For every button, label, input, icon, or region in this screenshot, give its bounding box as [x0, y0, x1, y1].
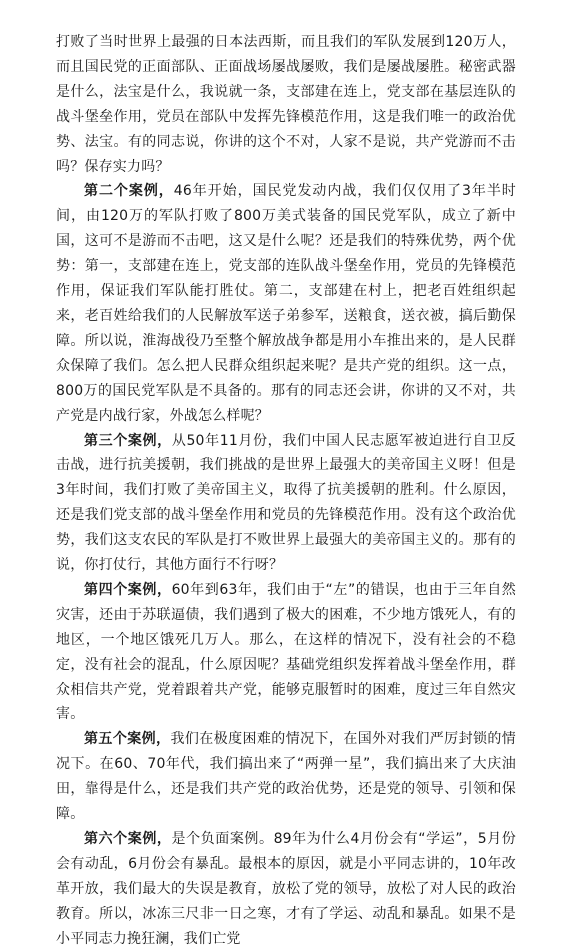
case-3-text: 从50年11月份，我们中国人民志愿军被迫进行自卫反击战，进行抗美援朝，我们挑战的是世界上最强大的美帝国主义呀！但是3年时间，我们打败了美帝国主义，取得了抗美援朝的胜利。什么原因，还是我们党支部的战斗堡垒作用和党员的先锋模范作用。没有这个政治优势，我们这支农民的军队是打不败世界上最强大的美帝国主义的。那有的说，你打仗行，其他方面行不行呀？	[56, 432, 516, 574]
case-3-title: 第三个案例，	[84, 432, 172, 449]
case-4-text: 60年到63年，我们由于“左”的错误，也由于三年自然灾害，还由于苏联逼债，我们遇到了极大的困难，不少地方饿死人，有的地区，一个地区饿死几万人。那么，在这样的情况下，没有社会的不稳定，没有社会的混乱，什么原因呢？基础党组织发挥着战斗堡垒作用，群众相信共产党，党着跟着共产党，能够克服暂时的困难，度过三年自然灾害。	[56, 581, 516, 723]
paragraph-case-4	[56, 578, 516, 727]
paragraph-case-6	[56, 827, 516, 952]
case-2-text: 46年开始，国民党发动内战，我们仅仅用了3年半时间，由120万的军队打败了800万美式装备的国民党军队，成立了新中国，这可不是游而不击吧，这又是什么呢？还是我们的特殊优势，两个优势：第一，支部建在连上，党支部的连队战斗堡垒作用，党员的先锋模范作用，保证我们军队能打胜仗。第二，支部建在村上，把老百姓组织起来，老百姓给我们的人民解放军送子弟参军，送粮食，送衣被，搞后勤保障。所以说，淮海战役乃至整个解放战争都是用小车推出来的，是人民群众保障了我们。怎么把人民群众组织起来呢？是共产党的组织。这一点，800万的国民党军队是不具备的。那有的同志还会讲，你讲的又不对，共产党是内战行家，外战怎么样呢？	[56, 183, 516, 424]
case-2-title: 第二个案例，	[84, 183, 174, 200]
document-page	[56, 30, 516, 952]
paragraph-case-5	[56, 727, 516, 827]
case-5-title: 第五个案例，	[84, 731, 171, 748]
case-6-title: 第六个案例，	[84, 831, 172, 847]
paragraph-1-text: 打败了当时世界上最强的日本法西斯，而且我们的军队发展到120万人，而且国民党的正面部队、正面战场屡战屡败，我们是屡战屡胜。秘密武器是什么，法宝是什么，我说就一条，支部建在连上，党支部在基层连队的战斗堡垒作用，党员在部队中发挥先锋模范作用，这是我们唯一的政治优势、法宝。有的同志说，你讲的这个不对，人家不是说，共产党游而不击吗？保存实力吗？	[56, 34, 516, 175]
case-4-title: 第四个案例，	[84, 581, 172, 598]
paragraph-1	[56, 30, 516, 179]
paragraph-case-3	[56, 429, 516, 578]
paragraph-case-2	[56, 179, 516, 428]
case-5-text: 我们在极度困难的情况下，在国外对我们严厉封锁的情况下。在60、70年代，我们搞出来了“两弹一星”，我们搞出来了大庆油田，靠得是什么，还是我们共产党的政治优势，还是党的领导、引领和保障。	[56, 731, 516, 823]
case-6-text: 是个负面案例。89年为什么4月份会有“学运”，5月份会有动乱，6月份会有暴乱。最根本的原因，就是小平同志讲的，10年改革开放，我们最大的失误是教育，放松了党的领导，放松了对人民的政治教育。所以，冰冻三尺非一日之寒，才有了学运、动乱和暴乱。如果不是小平同志力挽狂澜，我们亡党	[56, 831, 516, 947]
